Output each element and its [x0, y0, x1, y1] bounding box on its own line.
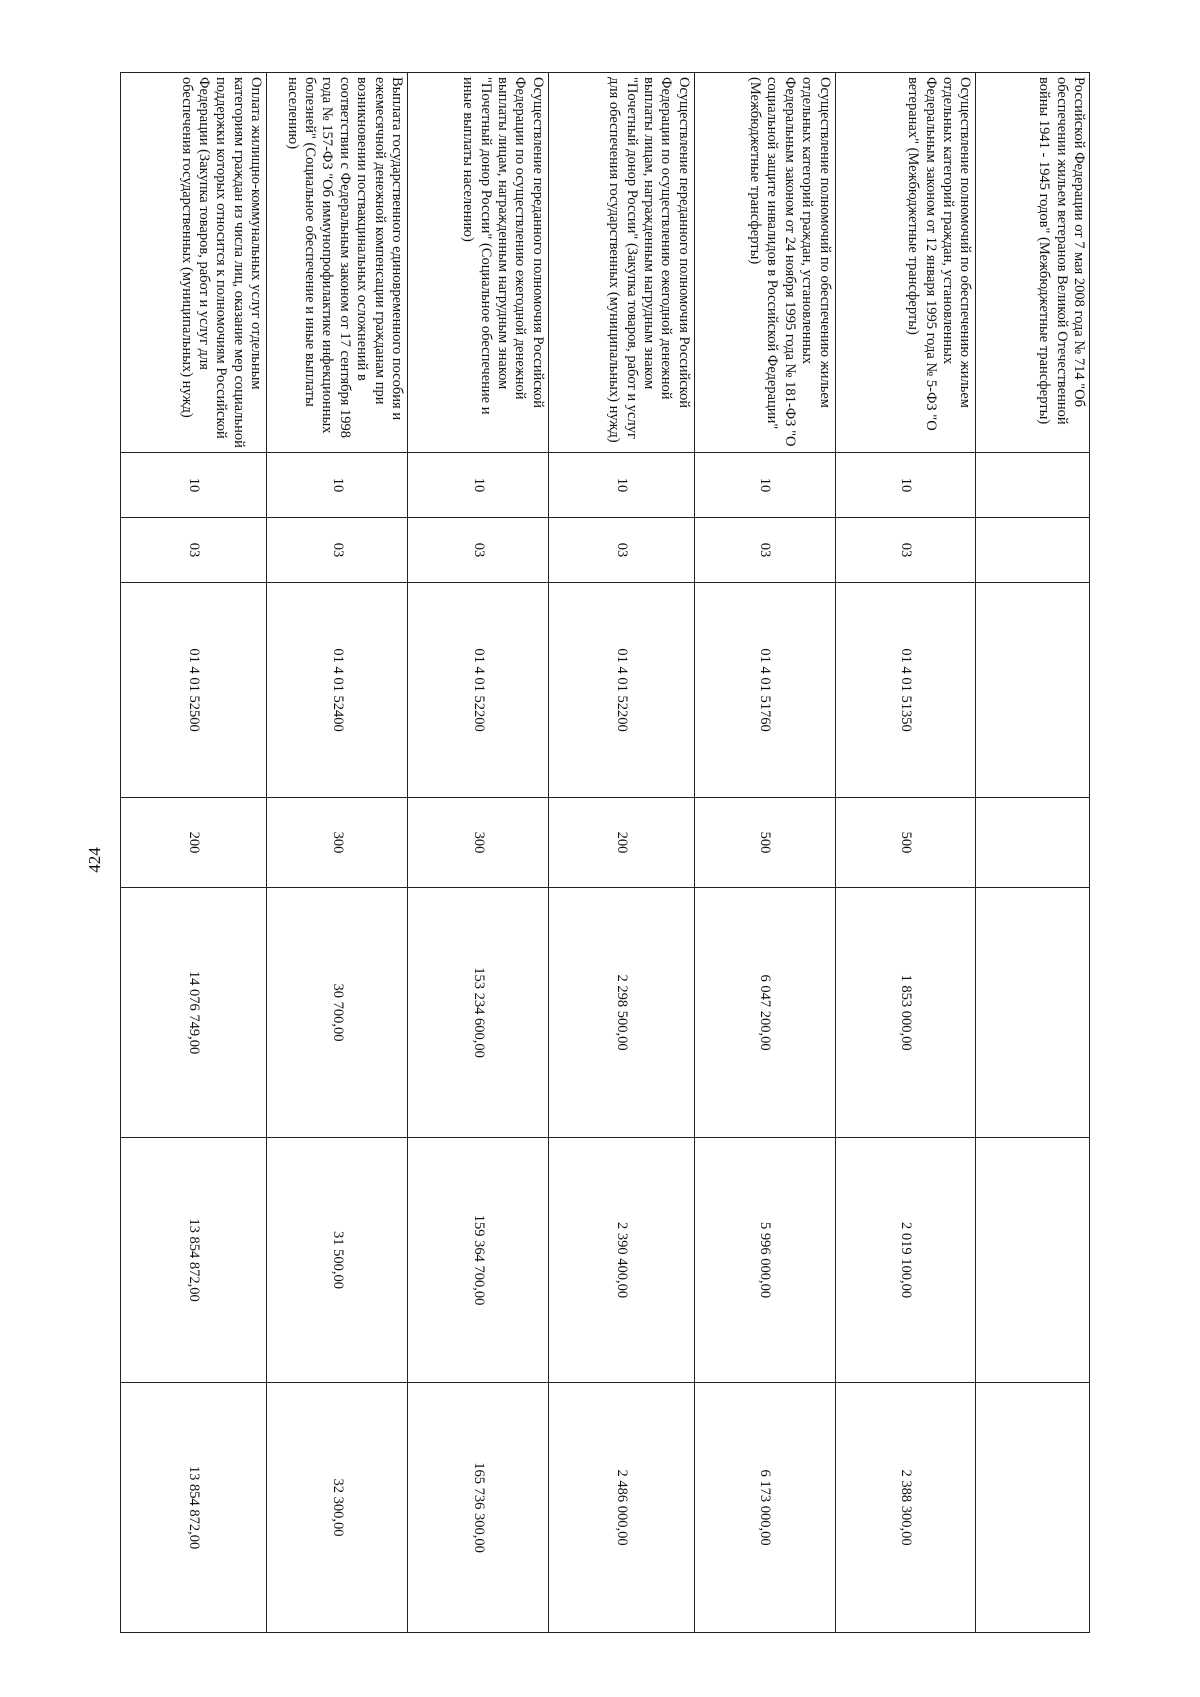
- amount-year1-cell: 1 853 000,00: [835, 888, 976, 1138]
- table-row: [407, 73, 548, 1633]
- description-cell: Оплата жилищно-коммунальных услуг отдельным категориям граждан из числа лиц, оказание мер социальной поддержки которых относится к полномочиям Российской Федерации (Закупка товаров, работ и услуг для обеспечения государственных (муниципальных) нужд): [121, 73, 267, 453]
- expense-type-cell: 300: [267, 798, 408, 888]
- target-article-cell: 01 4 01 51760: [694, 583, 835, 798]
- amount-year3-cell: [976, 1383, 1090, 1633]
- amount-year2-cell: 31 500,00: [267, 1138, 408, 1383]
- amount-year1-cell: 153 234 600,00: [407, 888, 548, 1138]
- page-number: 424: [85, 847, 104, 873]
- amount-year3-cell: 13 854 872,00: [121, 1383, 267, 1633]
- description-cell: Осуществление полномочий по обеспечению жильем отдельных категорий граждан, установленных Федеральным законом от 24 ноября 1995 года № 181-ФЗ "О социальной защите инвалидов в Российской Федерации" (Межбюджетные трансферты): [694, 73, 835, 453]
- amount-year2-cell: [976, 1138, 1090, 1383]
- target-article-cell: 01 4 01 52200: [548, 583, 694, 798]
- expense-type-cell: 500: [835, 798, 976, 888]
- amount-year2-cell: 2 019 100,00: [835, 1138, 976, 1383]
- subsection-code-cell: 03: [267, 518, 408, 583]
- amount-year2-cell: 13 854 872,00: [121, 1138, 267, 1383]
- subsection-code-cell: 03: [694, 518, 835, 583]
- amount-year3-cell: 2 388 300,00: [835, 1383, 976, 1633]
- table-body: [121, 73, 1090, 1633]
- section-code-cell: 10: [267, 453, 408, 518]
- target-article-cell: 01 4 01 52200: [407, 583, 548, 798]
- target-article-cell: 01 4 01 52400: [267, 583, 408, 798]
- amount-year1-cell: 6 047 200,00: [694, 888, 835, 1138]
- amount-year1-cell: 14 076 749,00: [121, 888, 267, 1138]
- section-code-cell: 10: [694, 453, 835, 518]
- section-code-cell: 10: [548, 453, 694, 518]
- description-cell: Выплата государственного единовременного пособия и ежемесячной денежной компенсации гражданам при возникновении поствакцинальных осложнений в соответствии с Федеральным законом от 17 сентября 1998 года № 157-ФЗ "Об иммунопрофилактике инфекционных болезней" (Социальное обеспечение и иные выплаты населению): [267, 73, 408, 453]
- section-code-cell: 10: [835, 453, 976, 518]
- table-row: [548, 73, 694, 1633]
- table-row: [694, 73, 835, 1633]
- subsection-code-cell: 03: [835, 518, 976, 583]
- subsection-code-cell: 03: [121, 518, 267, 583]
- amount-year1-cell: 30 700,00: [267, 888, 408, 1138]
- expense-type-cell: 200: [121, 798, 267, 888]
- amount-year3-cell: 6 173 000,00: [694, 1383, 835, 1633]
- amount-year1-cell: [976, 888, 1090, 1138]
- subsection-code-cell: [976, 518, 1090, 583]
- description-cell: Осуществление переданного полномочия Российской Федерации по осуществлению ежегодной денежной выплаты лицам, награжденным нагрудным знаком "Почетный донор России" (Социальное обеспечение и иные выплаты населению): [407, 73, 548, 453]
- amount-year3-cell: 165 736 300,00: [407, 1383, 548, 1633]
- description-cell: Российской Федерации от 7 мая 2008 года № 714 "Об обеспечении жильем ветеранов Великой Отечественной войны 1941 - 1945 годов" (Межбюджетные трансферты): [976, 73, 1090, 453]
- amount-year2-cell: 2 390 400,00: [548, 1138, 694, 1383]
- section-code-cell: 10: [121, 453, 267, 518]
- table-row: [835, 73, 976, 1633]
- description-cell: Осуществление переданного полномочия Российской Федерации по осуществлению ежегодной денежной выплаты лицам, награжденным нагрудным знаком "Почетный донор России" (Закупка товаров, работ и услуг для обеспечения государственных (муниципальных) нужд): [548, 73, 694, 453]
- rotated-table-container: [120, 72, 1090, 1632]
- amount-year3-cell: 2 486 000,00: [548, 1383, 694, 1633]
- expense-type-cell: 300: [407, 798, 548, 888]
- target-article-cell: [976, 583, 1090, 798]
- amount-year3-cell: 32 300,00: [267, 1383, 408, 1633]
- table-row: [121, 73, 267, 1633]
- expense-type-cell: 200: [548, 798, 694, 888]
- subsection-code-cell: 03: [548, 518, 694, 583]
- amount-year2-cell: 159 364 700,00: [407, 1138, 548, 1383]
- table-row: [267, 73, 408, 1633]
- section-code-cell: [976, 453, 1090, 518]
- target-article-cell: 01 4 01 51350: [835, 583, 976, 798]
- expense-type-cell: [976, 798, 1090, 888]
- amount-year1-cell: 2 298 500,00: [548, 888, 694, 1138]
- target-article-cell: 01 4 01 52500: [121, 583, 267, 798]
- section-code-cell: 10: [407, 453, 548, 518]
- expense-type-cell: 500: [694, 798, 835, 888]
- amount-year2-cell: 5 996 000,00: [694, 1138, 835, 1383]
- subsection-code-cell: 03: [407, 518, 548, 583]
- budget-table: [120, 72, 1090, 1633]
- table-row: [976, 73, 1090, 1633]
- description-cell: Осуществление полномочий по обеспечению жильем отдельных категорий граждан, установленных Федеральным законом от 12 января 1995 года № 5-ФЗ "О ветеранах" (Межбюджетные трансферты): [835, 73, 976, 453]
